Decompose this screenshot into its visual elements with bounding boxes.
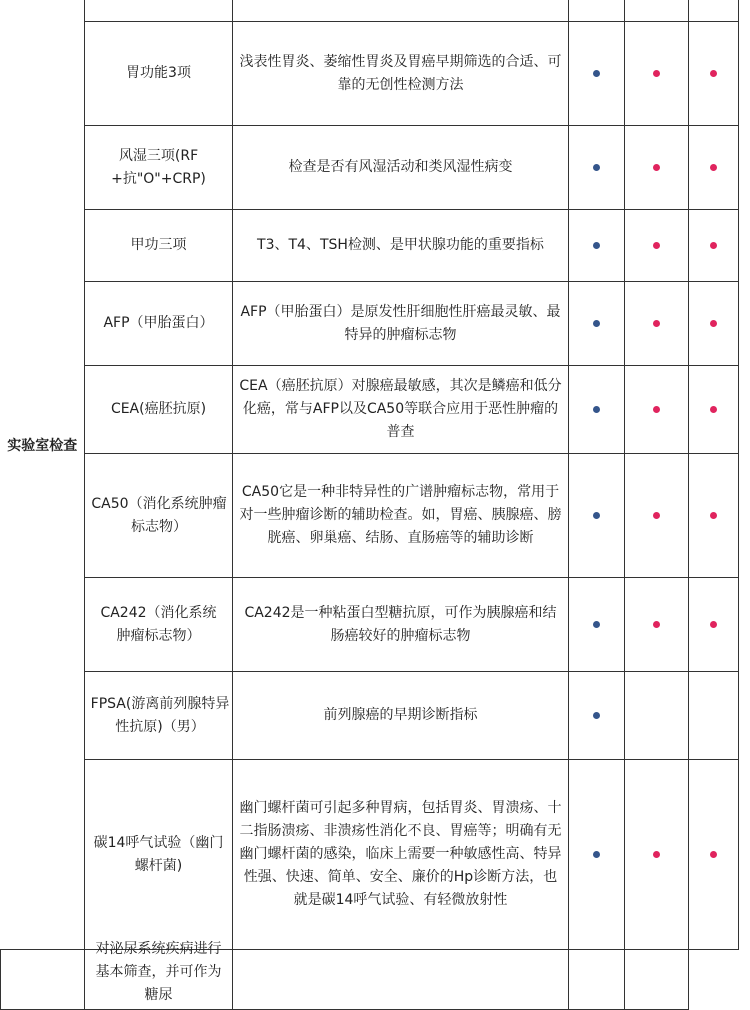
package-1-mark-cell — [569, 760, 625, 950]
package-1-mark-cell — [569, 282, 625, 366]
package-3-mark-cell — [689, 578, 739, 672]
pink-dot-icon — [710, 851, 717, 858]
package-3-mark-cell — [689, 454, 739, 578]
item-description: 检查是否有风湿活动和类风湿性病变 — [288, 159, 513, 175]
item-description: 幽门螺杆菌可引起多种胃病，包括胃炎、胃溃疡、十二指肠溃疡、非溃疡性消化不良、胃癌等；明确有无幽门螺杆菌的感染，临床上需要一种敏感性高、特异性强、快速、简单、安全、廉价的Hp诊断方法，也就是碳14呼气试验、有轻微放射性 — [239, 800, 562, 908]
blue-dot-icon — [593, 512, 600, 519]
item-description: AFP（甲胎蛋白）是原发性肝细胞性肝癌最灵敏、最特异的肿瘤标志物 — [240, 303, 561, 343]
table-row — [1, 454, 739, 578]
item-desc-cell — [233, 672, 569, 760]
package-3-mark-cell — [689, 126, 739, 210]
item-description: CA242是一种粘蛋白型糖抗原，可作为胰腺癌和结肠癌较好的肿瘤标志物 — [244, 604, 557, 644]
pink-dot-icon — [653, 621, 660, 628]
item-description: T3、T4、TSH检测、是甲状腺功能的重要指标 — [257, 237, 544, 253]
blue-dot-icon — [593, 621, 600, 628]
pink-dot-icon — [710, 406, 717, 413]
pink-dot-icon — [710, 320, 717, 327]
blue-dot-icon — [593, 851, 600, 858]
item-name-cell — [85, 760, 233, 950]
item-desc-cell — [233, 366, 569, 454]
item-description: CA50它是一种非特异性的广谱肿瘤标志物，常用于对一些肿瘤诊断的辅助检查。如，胃癌、胰腺癌、膀胱癌、卵巢癌、结肠、直肠癌等的辅助诊断 — [239, 484, 562, 546]
pink-dot-icon — [710, 70, 717, 77]
table-row — [1, 282, 739, 366]
package-3-mark-cell — [689, 210, 739, 282]
item-desc-cell — [233, 22, 569, 126]
item-name-cell — [85, 0, 233, 22]
item-name-cell — [85, 282, 233, 366]
pink-dot-icon — [653, 512, 660, 519]
item-name-cell — [85, 210, 233, 282]
item-name: 碳14呼气试验（幽门螺杆菌) — [93, 834, 224, 874]
mark-cell — [625, 0, 689, 22]
package-1-mark-cell — [569, 454, 625, 578]
package-2-mark-cell — [625, 578, 689, 672]
package-3-mark-cell — [689, 282, 739, 366]
package-1-mark-cell — [569, 210, 625, 282]
package-1-mark-cell — [569, 578, 625, 672]
item-name-cell — [85, 126, 233, 210]
item-name-cell — [85, 454, 233, 578]
package-1-mark-cell — [569, 22, 625, 126]
item-description: 浅表性胃炎、萎缩性胃炎及胃癌早期筛选的合适、可靠的无创性检测方法 — [239, 53, 562, 93]
item-desc-cell — [85, 941, 233, 1010]
blue-dot-icon — [593, 712, 600, 719]
item-name: 胃功能3项 — [126, 65, 191, 81]
package-2-mark-cell — [625, 210, 689, 282]
mark-cell — [569, 0, 625, 22]
package-2-mark-cell — [625, 454, 689, 578]
pink-dot-icon — [653, 851, 660, 858]
item-desc-cell — [233, 578, 569, 672]
pink-dot-icon — [653, 164, 660, 171]
item-name: 风湿三项(RF+抗"O"+CRP) — [111, 147, 206, 187]
package-1-mark-cell — [569, 126, 625, 210]
package-1-mark-cell — [569, 366, 625, 454]
item-description: 前列腺癌的早期诊断指标 — [323, 707, 478, 723]
package-2-mark-cell — [625, 672, 689, 760]
item-name: FPSA(游离前列腺特异性抗原)（男） — [90, 695, 230, 735]
package-2-mark-cell — [625, 126, 689, 210]
item-desc-cell — [233, 282, 569, 366]
blue-dot-icon — [593, 406, 600, 413]
item-name: CEA(癌胚抗原) — [110, 401, 207, 417]
item-name-cell — [1, 950, 85, 1010]
package-2-mark-cell — [625, 22, 689, 126]
pink-dot-icon — [653, 320, 660, 327]
package-1-mark-cell — [233, 950, 569, 1010]
pink-dot-icon — [710, 621, 717, 628]
item-name-cell — [85, 672, 233, 760]
pink-dot-icon — [653, 406, 660, 413]
item-name: CA50（消化系统肿瘤标志物） — [91, 495, 227, 535]
pink-dot-icon — [710, 512, 717, 519]
package-3-mark-cell — [689, 672, 739, 760]
package-3-mark-cell — [625, 950, 689, 1010]
item-desc-cell — [233, 0, 569, 22]
package-1-mark-cell — [569, 672, 625, 760]
category-cell — [1, 0, 85, 950]
pink-dot-icon — [653, 70, 660, 77]
category-label: 实验室检查 — [7, 438, 78, 454]
item-desc-cell — [233, 126, 569, 210]
table-row — [1, 950, 739, 1010]
item-desc-cell — [233, 760, 569, 950]
item-name-cell — [85, 366, 233, 454]
table-row — [1, 22, 739, 126]
package-2-mark-cell — [625, 760, 689, 950]
table-row — [1, 126, 739, 210]
package-3-mark-cell — [689, 22, 739, 126]
package-2-mark-cell — [625, 366, 689, 454]
package-3-mark-cell — [689, 366, 739, 454]
item-description: 对泌尿系统疾病进行基本筛查，并可作为糖尿 — [95, 941, 222, 1003]
item-name-cell — [85, 578, 233, 672]
item-description: CEA（癌胚抗原）对腺癌最敏感，其次是鳞癌和低分化癌，常与AFP以及CA50等联合应用于恶性肿瘤的普查 — [239, 378, 562, 440]
package-2-mark-cell — [625, 282, 689, 366]
table-row — [1, 760, 739, 950]
table-row — [1, 0, 739, 22]
table-row — [1, 366, 739, 454]
mark-cell — [689, 0, 739, 22]
item-name: 甲功三项 — [130, 237, 187, 253]
package-3-mark-cell — [689, 760, 739, 950]
blue-dot-icon — [593, 242, 600, 249]
pink-dot-icon — [710, 242, 717, 249]
package-2-mark-cell — [569, 950, 625, 1010]
item-desc-cell — [233, 454, 569, 578]
item-name: CA242（消化系统肿瘤标志物） — [100, 604, 217, 644]
blue-dot-icon — [593, 70, 600, 77]
table-row — [1, 672, 739, 760]
pink-dot-icon — [653, 242, 660, 249]
item-name-cell — [85, 22, 233, 126]
table-row — [1, 210, 739, 282]
pink-dot-icon — [710, 164, 717, 171]
blue-dot-icon — [593, 164, 600, 171]
table-row — [1, 578, 739, 672]
item-name: AFP（甲胎蛋白） — [103, 315, 214, 331]
blue-dot-icon — [593, 320, 600, 327]
item-desc-cell — [233, 210, 569, 282]
